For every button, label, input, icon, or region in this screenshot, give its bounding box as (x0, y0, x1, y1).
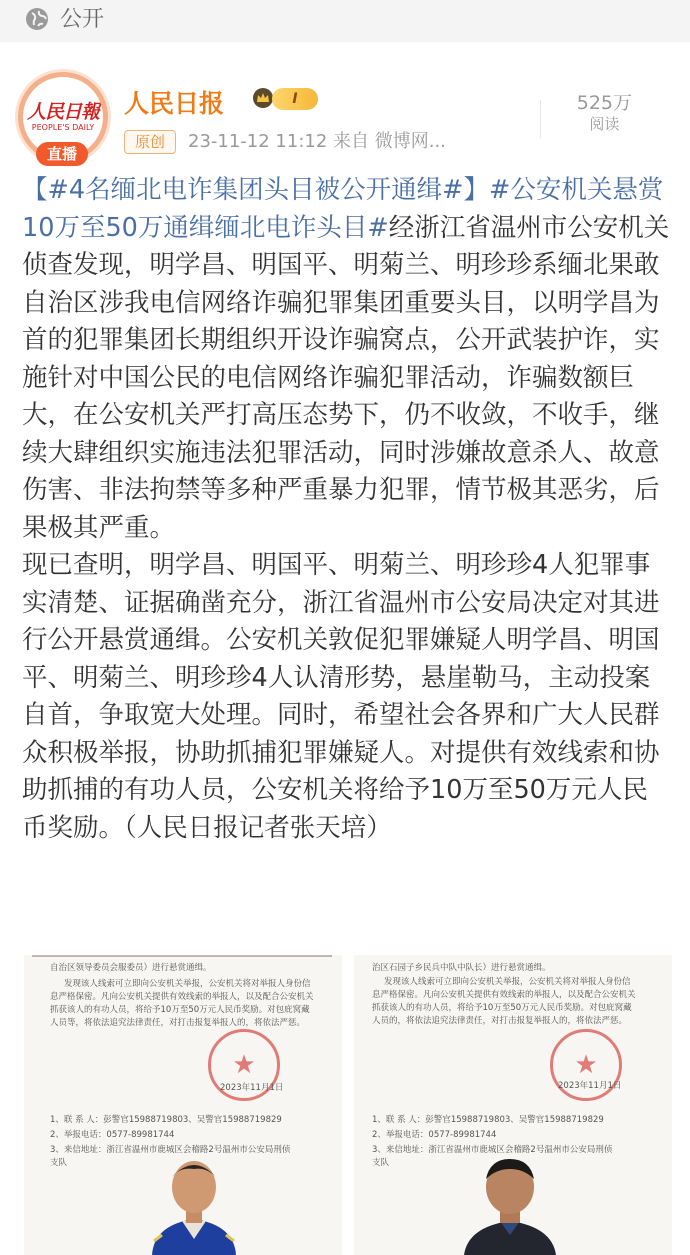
post-meta: 23-11-12 11:12 来自 微博网... (188, 131, 446, 152)
account-name[interactable]: 人民日报 (124, 89, 225, 118)
contact-line: 3、来信地址：浙江省温州市鹿城区会稽路2号温州市公安局刑侦 (372, 1145, 613, 1155)
suspect-photo (450, 1155, 570, 1255)
contact-line: 1、联 系 人：彭警官15988719803、吴警官15988719829 (372, 1115, 604, 1125)
notice-line: 人员的，将依法追究法律责任，对打击报复举报人的，将依法严惩。 (372, 1016, 628, 1026)
live-badge[interactable]: 直播 (36, 142, 88, 166)
paragraph-1 (22, 172, 672, 547)
notice-date: 2023年11月1日 (220, 1083, 284, 1093)
views-counter (577, 92, 632, 134)
paragraph-2: 现已查明，明学昌、明国平、明菊兰、明珍珍4人犯罪事实清楚、证据确凿充分，浙江省温州市公安局决定对其进行公开悬赏通缉。公安机关敦促犯罪嫌疑人明学昌、明国平、明菊兰、明珍珍4人认清形势，悬崖勒马，主动投案自首，争取宽大处理。同时，希望社会各界和广大人民群众积极举报，协助抓捕犯罪嫌疑人。对提供有效线索和协助抓捕的有功人员，公安机关将给予10万至50万元人民币奖励。（人民日报记者张天培） (22, 550, 660, 843)
wanted-notice-image-left[interactable] (24, 955, 342, 1255)
notice-line: 抓获该人的有功人员，将给予10万至50万元人民币奖励。对包庇窝藏 (50, 1005, 310, 1015)
avatar-logo-subtext: PEOPLE'S DAILY (31, 123, 95, 132)
notice-line: 抓获该人的有功人员，将给予10万至50万元人民币奖励。对包庇窝藏 (372, 1003, 632, 1013)
visibility-bar (0, 0, 690, 42)
notice-date: 2023年11月1日 (558, 1081, 622, 1091)
views-count: 525万 (576, 92, 632, 114)
hashtag-link[interactable]: #公安机关悬赏10万至50万通缉缅北电诈头目# (22, 175, 664, 243)
contact-line: 1、联 系 人：彭警官15988719803、吴警官15988719829 (50, 1115, 282, 1125)
text-line (32, 955, 332, 957)
post-images (0, 955, 690, 1255)
divider (540, 100, 541, 138)
paragraph-text: 经浙江省温州市公安机关侦查发现，明学昌、明国平、明菊兰、明珍珍系缅北果敢自治区涉我电信网络诈骗犯罪集团重要头目，以明学昌为首的犯罪集团长期组织开设诈骗窝点，公开武装护诈，实施针对中国公民的电信网络诈骗犯罪活动，诈骗数额巨大，在公安机关严打高压态势下，仍不收敛，不收手，继续大肆组织实施违法犯罪活动，同时涉嫌故意杀人、故意伤害、非法拘禁等多种严重暴力犯罪，情节极其恶劣，后果极其严重。 (22, 212, 670, 543)
notice-line: 发现该人线索可立即向公安机关举报，公安机关将对举报人身份信 (64, 979, 311, 989)
contact-line: 2、举报电话：0577-89981744 (372, 1130, 497, 1140)
contact-line: 2、举报电话：0577-89981744 (50, 1130, 175, 1140)
contact-line: 支队 (50, 1158, 68, 1168)
notice-line: 息严格保密。凡向公安机关提供有效线索的举报人，以及配合公安机关 (372, 990, 636, 1000)
suspect-photo (134, 1155, 254, 1255)
notice-line: 自治区领导委员会服委员）进行悬赏通缉。 (50, 963, 212, 973)
wanted-notice-image-right[interactable] (354, 955, 672, 1255)
notice-line: 息严格保密。凡向公安机关提供有效线索的举报人，以及配合公安机关 (50, 992, 314, 1002)
contact-line: 3、来信地址：浙江省温州市鹿城区会稽路2号温州市公安局刑侦 (50, 1145, 291, 1155)
notice-line: 发现该人线索可立即向公安机关举报，公安机关将对举报人身份信 (384, 977, 631, 987)
official-seal: ★ (550, 1029, 622, 1101)
globe-icon (24, 6, 50, 32)
vip-badge[interactable]: I (272, 88, 318, 110)
contact-line: 支队 (372, 1158, 390, 1168)
official-seal: ★ (208, 1029, 280, 1101)
post-body (22, 172, 672, 847)
original-tag: 原创 (124, 130, 176, 154)
views-label: 阅读 (589, 115, 620, 133)
post-header (0, 62, 690, 172)
avatar-logo-text: 人民日報 (26, 101, 99, 123)
crown-icon (252, 87, 274, 109)
notice-line: 人员等，将依法追究法律责任，对打击报复举报人的，将依法严惩。 (50, 1018, 306, 1028)
notice-line: 治区石园子乡民兵中队中队长）进行悬赏通缉。 (372, 963, 551, 973)
visibility-label: 公开 (60, 7, 105, 32)
hashtag-link[interactable]: 【#4名缅北电诈集团头目被公开通缉#】 (22, 175, 489, 205)
